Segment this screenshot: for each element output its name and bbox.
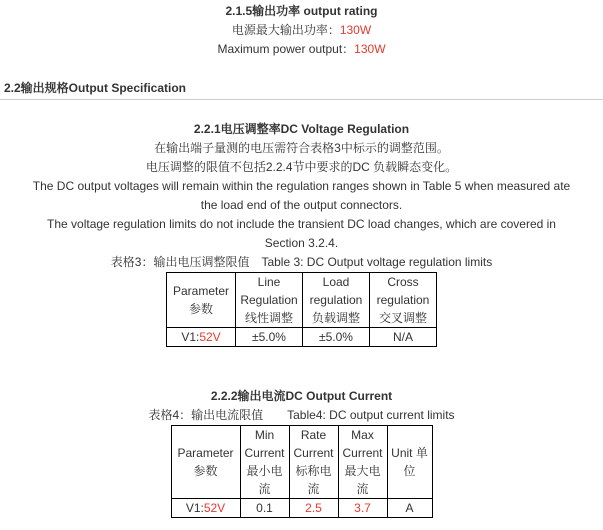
section-2-2-2	[0, 387, 603, 518]
en-power-value: 130W	[354, 42, 386, 56]
paragraph-cn-1: 在输出端子量测的电压需符合表格3中标示的调整范围。	[154, 141, 449, 155]
cell-unit: A	[387, 499, 432, 518]
section-2-2-1-title: 2.2.1电压调整率DC Voltage Regulation	[193, 122, 410, 136]
row-label: V1:52V	[167, 328, 236, 347]
cn-power-line: 电源最大输出功率：130W	[231, 23, 372, 37]
header-cross-regulation: Cross regulation 交叉调整	[370, 273, 437, 328]
paragraph-en-1b: the load end of the output connectors.	[200, 198, 403, 212]
paragraph-cn-2: 电压调整的限值不包括2.2.4节中要求的DC 负载瞬态变化。	[145, 160, 458, 174]
header-parameter: Parameter 参数	[167, 273, 236, 328]
cn-power-value: 130W	[339, 23, 372, 37]
header-load-regulation: Load regulation 负载调整	[303, 273, 370, 328]
paragraph-en-2b: Section 3.2.4.	[264, 236, 339, 250]
cell-cross: N/A	[370, 328, 437, 347]
output-current-table	[171, 425, 433, 518]
table-4-caption: 表格4：输出电流限值 Table4: DC output current limits	[148, 408, 455, 422]
cell-max: 3.7	[338, 499, 387, 518]
table-header-row	[167, 273, 437, 328]
table-3-caption: 表格3：输出电压调整限值 Table 3: DC Output voltage regulation limits	[110, 255, 493, 269]
table-row	[171, 499, 432, 518]
section-2-1-5	[0, 2, 603, 59]
section-2-2-1	[0, 120, 603, 347]
header-max-current: Max Current 最大电 流	[338, 426, 387, 499]
table-header-row	[171, 426, 432, 499]
header-parameter: Parameter 参数	[171, 426, 240, 499]
table-row	[167, 328, 437, 347]
header-line-regulation: Line Regulation 线性调整	[236, 273, 303, 328]
paragraph-en-1a: The DC output voltages will remain within the regulation ranges shown in Table 5 when measured ate	[32, 179, 571, 193]
row-label: V1:52V	[171, 499, 240, 518]
cell-load: ±5.0%	[303, 328, 370, 347]
cell-min: 0.1	[240, 499, 289, 518]
section-2-2-heading: 2.2输出规格Output Specification	[0, 79, 603, 100]
cell-rate: 2.5	[289, 499, 338, 518]
en-power-line: Maximum power output：130W	[217, 42, 386, 56]
cell-line: ±5.0%	[236, 328, 303, 347]
section-2-2-2-title: 2.2.2输出电流DC Output Current	[210, 389, 393, 403]
header-min-current: Min Current 最小电 流	[240, 426, 289, 499]
section-2-1-5-title: 2.1.5输出功率 output rating	[225, 4, 378, 18]
voltage-regulation-table	[166, 272, 437, 347]
header-rate-current: Rate Current 标称电 流	[289, 426, 338, 499]
header-unit: Unit 单 位	[387, 426, 432, 499]
paragraph-en-2a: The voltage regulation limits do not include the transient DC load changes, which are covered in	[47, 217, 556, 231]
